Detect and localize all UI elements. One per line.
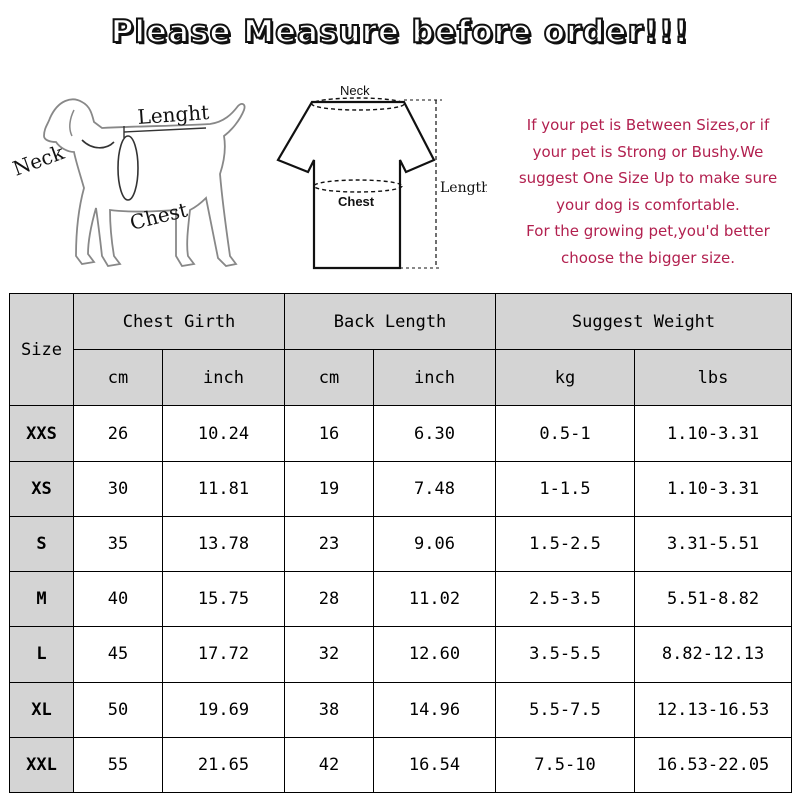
shirt-chest-label: Chest bbox=[338, 194, 375, 209]
table-row bbox=[10, 461, 792, 516]
table-row bbox=[10, 627, 792, 682]
chest-cm-cell: 45 bbox=[74, 627, 163, 682]
table-row bbox=[10, 516, 792, 571]
chest-inch-cell: 19.69 bbox=[163, 682, 285, 737]
table-row bbox=[10, 572, 792, 627]
chest-cm-cell: 35 bbox=[74, 516, 163, 571]
back-cm-cell: 32 bbox=[285, 627, 374, 682]
dog-neck-label: Neck bbox=[10, 140, 68, 181]
dog-illustration bbox=[10, 88, 270, 278]
back-length-header: Back Length bbox=[285, 294, 496, 350]
weight-lbs-cell: 5.51-8.82 bbox=[635, 572, 792, 627]
chest-inch-cell: 13.78 bbox=[163, 516, 285, 571]
shirt-neck-label: Neck bbox=[340, 83, 370, 98]
back-inch-cell: 7.48 bbox=[374, 461, 496, 516]
back-inch-cell: 9.06 bbox=[374, 516, 496, 571]
note-line: choose the bigger size. bbox=[560, 248, 736, 267]
back-cm-cell: 19 bbox=[285, 461, 374, 516]
table-row bbox=[10, 737, 792, 792]
weight-lbs-cell: 8.82-12.13 bbox=[635, 627, 792, 682]
back-inch-cell: 12.60 bbox=[374, 627, 496, 682]
weight-kg-cell: 1.5-2.5 bbox=[496, 516, 635, 571]
chest-cm-cell: 30 bbox=[74, 461, 163, 516]
chest-inch-cell: 11.81 bbox=[163, 461, 285, 516]
back-cm-cell: 28 bbox=[285, 572, 374, 627]
weight-lbs-header: lbs bbox=[635, 350, 792, 406]
sizing-advice-note bbox=[498, 112, 798, 271]
page-title: Please Measure before order!!! bbox=[110, 14, 690, 50]
back-cm-cell: 23 bbox=[285, 516, 374, 571]
size-cell: XXS bbox=[10, 406, 74, 461]
weight-kg-cell: 5.5-7.5 bbox=[496, 682, 635, 737]
chest-girth-header: Chest Girth bbox=[74, 294, 285, 350]
dog-measurement-diagram bbox=[10, 88, 270, 278]
back-cm-header: cm bbox=[285, 350, 374, 406]
weight-lbs-cell: 3.31-5.51 bbox=[635, 516, 792, 571]
note-line: suggest One Size Up to make sure bbox=[518, 169, 778, 187]
weight-lbs-cell: 1.10-3.31 bbox=[635, 406, 792, 461]
note-line: For the growing pet,you'd better bbox=[526, 222, 770, 240]
back-inch-cell: 11.02 bbox=[374, 572, 496, 627]
chest-inch-cell: 21.65 bbox=[163, 737, 285, 792]
note-line: your dog is comfortable. bbox=[556, 195, 740, 214]
note-line: If your pet is Between Sizes,or if bbox=[526, 116, 770, 134]
table-row bbox=[10, 406, 792, 461]
weight-kg-cell: 3.5-5.5 bbox=[496, 627, 635, 682]
weight-lbs-cell: 1.10-3.31 bbox=[635, 461, 792, 516]
back-inch-cell: 6.30 bbox=[374, 406, 496, 461]
size-cell: XS bbox=[10, 461, 74, 516]
note-line: your pet is Strong or Bushy.We bbox=[532, 142, 764, 161]
dog-chest-label: Chest bbox=[127, 197, 190, 235]
chest-inch-header: inch bbox=[163, 350, 285, 406]
shirt-illustration bbox=[272, 80, 487, 275]
back-cm-cell: 16 bbox=[285, 406, 374, 461]
weight-kg-cell: 2.5-3.5 bbox=[496, 572, 635, 627]
shirt-measurement-diagram bbox=[272, 80, 487, 275]
chest-cm-header: cm bbox=[74, 350, 163, 406]
size-cell: S bbox=[10, 516, 74, 571]
chest-cm-cell: 40 bbox=[74, 572, 163, 627]
chest-inch-cell: 17.72 bbox=[163, 627, 285, 682]
back-inch-cell: 14.96 bbox=[374, 682, 496, 737]
weight-lbs-cell: 12.13-16.53 bbox=[635, 682, 792, 737]
size-column-header: Size bbox=[10, 294, 74, 406]
size-cell: M bbox=[10, 572, 74, 627]
size-cell: XL bbox=[10, 682, 74, 737]
chest-cm-cell: 55 bbox=[74, 737, 163, 792]
weight-lbs-cell: 16.53-22.05 bbox=[635, 737, 792, 792]
weight-kg-header: kg bbox=[496, 350, 635, 406]
chest-cm-cell: 26 bbox=[74, 406, 163, 461]
chest-inch-cell: 15.75 bbox=[163, 572, 285, 627]
chest-cm-cell: 50 bbox=[74, 682, 163, 737]
shirt-length-label: Length bbox=[440, 180, 487, 196]
suggest-weight-header: Suggest Weight bbox=[496, 294, 792, 350]
weight-kg-cell: 7.5-10 bbox=[496, 737, 635, 792]
weight-kg-cell: 0.5-1 bbox=[496, 406, 635, 461]
chest-inch-cell: 10.24 bbox=[163, 406, 285, 461]
back-cm-cell: 42 bbox=[285, 737, 374, 792]
weight-kg-cell: 1-1.5 bbox=[496, 461, 635, 516]
back-cm-cell: 38 bbox=[285, 682, 374, 737]
size-cell: XXL bbox=[10, 737, 74, 792]
dog-length-label: Lenght bbox=[136, 100, 210, 129]
back-inch-cell: 16.54 bbox=[374, 737, 496, 792]
size-chart-table bbox=[9, 293, 792, 793]
size-cell: L bbox=[10, 627, 74, 682]
table-row bbox=[10, 682, 792, 737]
back-inch-header: inch bbox=[374, 350, 496, 406]
